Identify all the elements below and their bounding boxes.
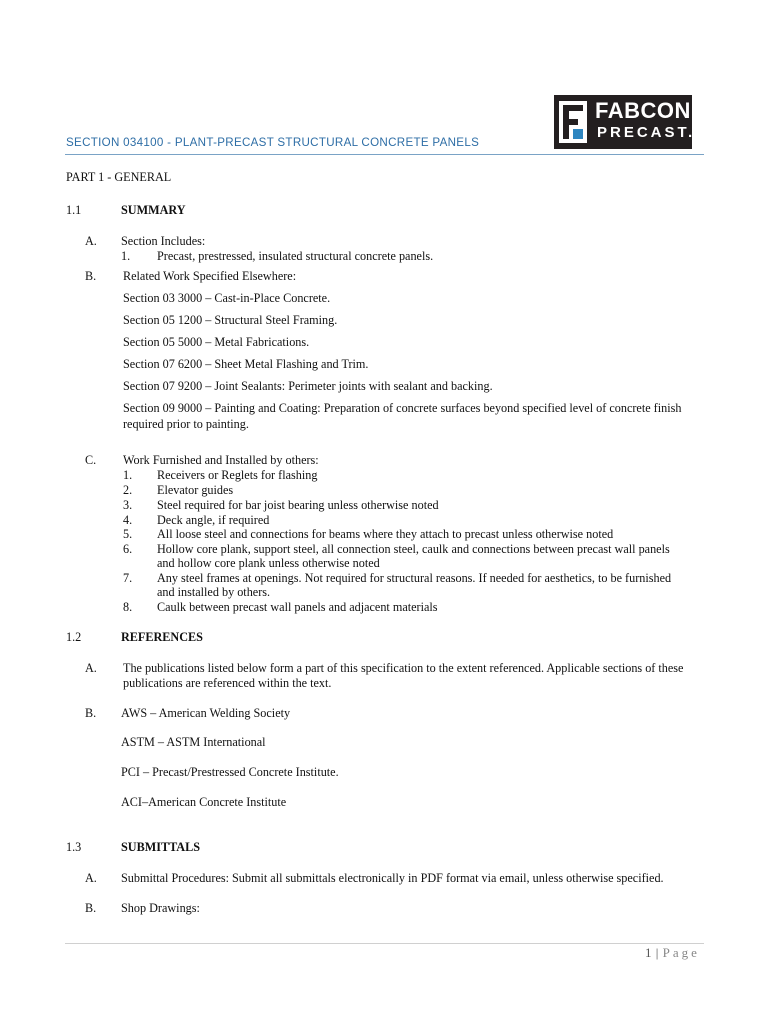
list-item: Deck angle, if required bbox=[157, 513, 270, 527]
paragraph-line: Submittal Procedures: Submit all submittals electronically in PDF format via email, unless otherwise specified. bbox=[121, 871, 664, 885]
item-letter: B. bbox=[85, 269, 97, 283]
page-number: 1 bbox=[645, 945, 652, 960]
list-number: 7. bbox=[123, 571, 133, 585]
page-separator: | bbox=[652, 945, 663, 960]
section-number: 1.2 bbox=[66, 630, 82, 644]
reference-entry: ACI–American Concrete Institute bbox=[121, 795, 287, 809]
header-divider bbox=[65, 154, 704, 155]
list-item: Caulk between precast wall panels and adjacent materials bbox=[157, 600, 438, 614]
list-item: Hollow core plank, support steel, all connection steel, caulk and connections between precast wall panels bbox=[157, 542, 670, 556]
section-heading: REFERENCES bbox=[121, 630, 203, 644]
list-number: 6. bbox=[123, 542, 133, 556]
item-letter: A. bbox=[85, 661, 97, 675]
fabcon-logo bbox=[554, 95, 696, 149]
list-item: Steel required for bar joist bearing unless otherwise noted bbox=[157, 498, 439, 512]
item-letter: B. bbox=[85, 901, 97, 915]
item-letter: B. bbox=[85, 706, 97, 720]
list-number: 1. bbox=[123, 468, 133, 482]
section-number: 1.1 bbox=[66, 203, 82, 217]
reference-entry: ASTM – ASTM International bbox=[121, 735, 266, 749]
related-section: required prior to painting. bbox=[123, 417, 249, 431]
paragraph-line: Shop Drawings: bbox=[121, 901, 200, 915]
item-letter: C. bbox=[85, 453, 97, 467]
reference-entry: AWS – American Welding Society bbox=[121, 706, 291, 720]
item-label: Work Furnished and Installed by others: bbox=[123, 453, 319, 467]
section-heading: SUMMARY bbox=[121, 203, 186, 217]
related-section: Section 05 1200 – Structural Steel Framing. bbox=[123, 313, 338, 327]
paragraph-line: publications are referenced within the text. bbox=[123, 676, 332, 690]
list-item: and hollow core plank unless otherwise noted bbox=[157, 556, 380, 570]
list-number: 4. bbox=[123, 513, 133, 527]
related-section: Section 09 9000 – Painting and Coating: Preparation of concrete surfaces beyond specified level of concrete finish bbox=[123, 401, 682, 415]
related-section: Section 03 3000 – Cast-in-Place Concrete. bbox=[123, 291, 331, 305]
section-title: SECTION 034100 - PLANT-PRECAST STRUCTURAL CONCRETE PANELS bbox=[66, 136, 480, 149]
logo-wordmark-bottom: PRECAST. bbox=[597, 124, 696, 141]
reference-entry: PCI – Precast/Prestressed Concrete Institute. bbox=[121, 765, 339, 779]
fabcon-logo-icon bbox=[559, 101, 587, 143]
section-heading: SUBMITTALS bbox=[121, 840, 201, 854]
footer-divider bbox=[65, 943, 704, 944]
list-item: Receivers or Reglets for flashing bbox=[157, 468, 318, 482]
list-item: Precast, prestressed, insulated structural concrete panels. bbox=[157, 249, 434, 263]
page-word: Page bbox=[662, 945, 700, 960]
list-item: Elevator guides bbox=[157, 483, 234, 497]
list-number: 2. bbox=[123, 483, 133, 497]
paragraph-line: The publications listed below form a part of this specification to the extent referenced. Applicable sections of these bbox=[123, 661, 684, 675]
related-section: Section 07 6200 – Sheet Metal Flashing and Trim. bbox=[123, 357, 369, 371]
part-heading: PART 1 - GENERAL bbox=[66, 170, 172, 184]
list-item: and installed by others. bbox=[157, 585, 271, 599]
list-number: 5. bbox=[123, 527, 133, 541]
list-item: All loose steel and connections for beams where they attach to precast unless otherwise noted bbox=[157, 527, 614, 541]
related-section: Section 07 9200 – Joint Sealants: Perimeter joints with sealant and backing. bbox=[123, 379, 493, 393]
item-label: Section Includes: bbox=[121, 234, 206, 248]
related-section: Section 05 5000 – Metal Fabrications. bbox=[123, 335, 310, 349]
section-number: 1.3 bbox=[66, 840, 82, 854]
page-number-footer bbox=[645, 945, 700, 961]
item-letter: A. bbox=[85, 871, 97, 885]
logo-wordmark-top: FABCON bbox=[595, 98, 691, 123]
list-item: Any steel frames at openings. Not required for structural reasons. If needed for aesthetics, to be furnished bbox=[157, 571, 672, 585]
list-number: 8. bbox=[123, 600, 133, 614]
list-number: 3. bbox=[123, 498, 133, 512]
item-letter: A. bbox=[85, 234, 97, 248]
item-label: Related Work Specified Elsewhere: bbox=[123, 269, 297, 283]
list-number: 1. bbox=[121, 249, 131, 263]
